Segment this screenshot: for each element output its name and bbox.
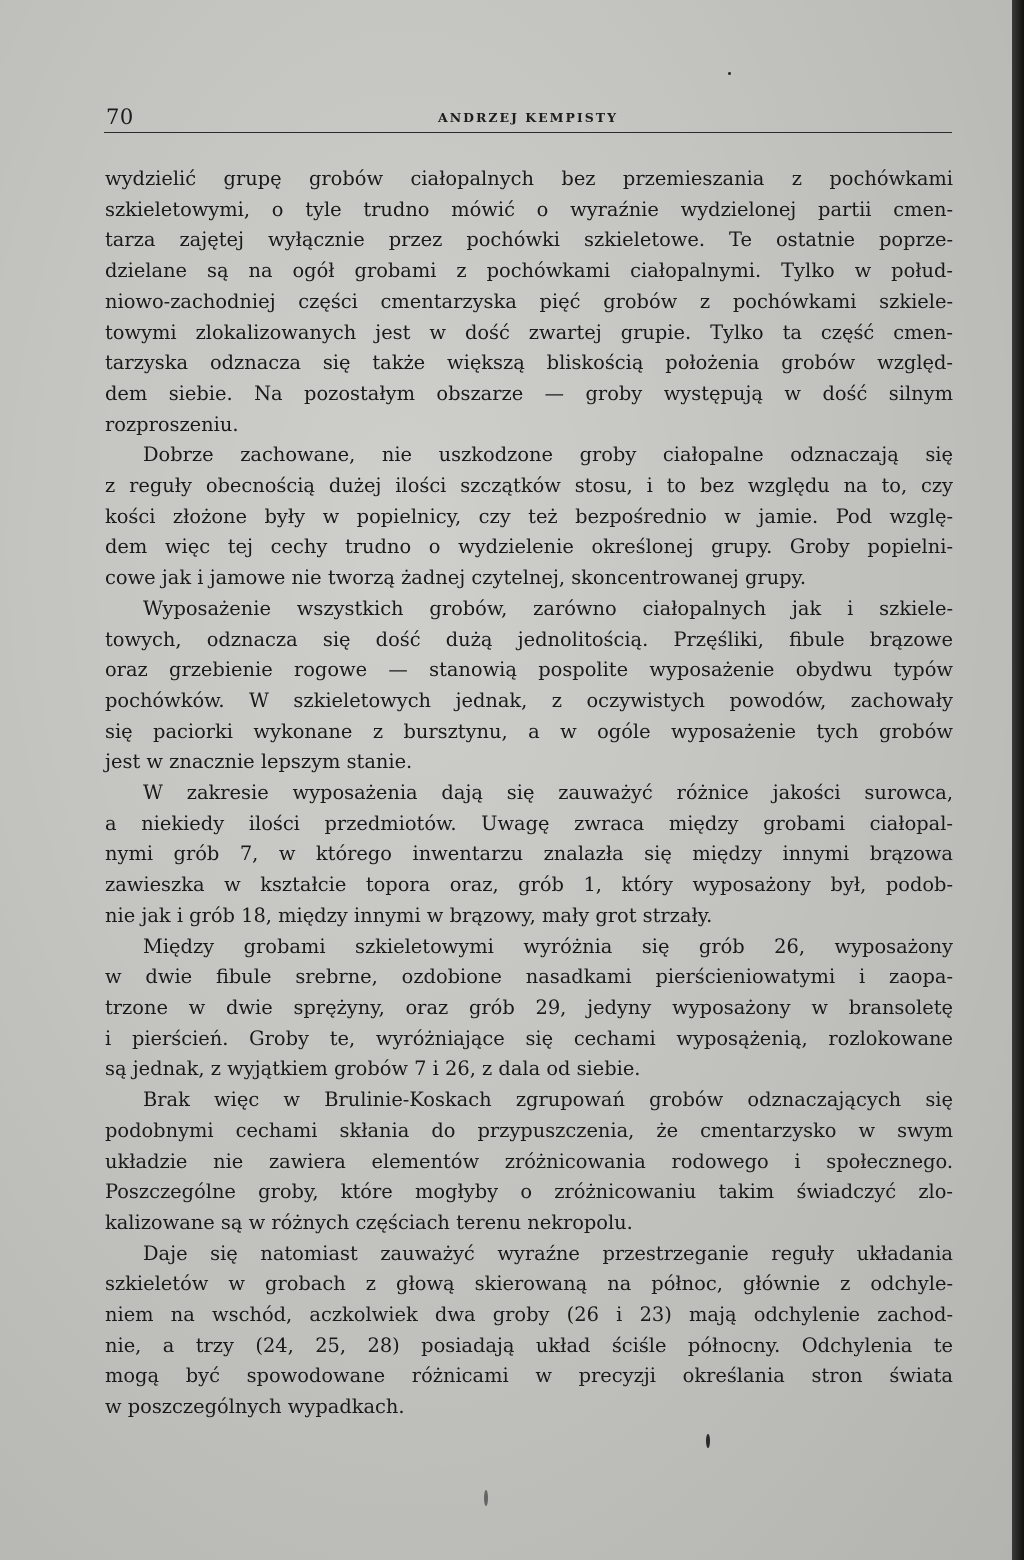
text-line: nie, a trzy (24, 25, 28) posiadają układ ściśle północny. Odchylenia te: [105, 1333, 953, 1357]
text-line: układzie nie zawiera elementów zróżnicowania rodowego i społecznego.: [105, 1149, 953, 1173]
text-line: podobnymi cechami skłania do przypuszczenia, że cmentarzysko w swym: [105, 1118, 953, 1142]
text-line: są jednak, z wyjątkiem grobów 7 i 26, z dala od siebie.: [105, 1057, 641, 1081]
text-line: szkieletowymi, o tyle trudno mówić o wyraźnie wydzielonej partii cmen-: [105, 197, 953, 221]
text-line: W zakresie wyposażenia dają się zauważyć różnice jakości surowca,: [143, 781, 953, 805]
paragraph: [105, 1239, 953, 1423]
text-line: niowo-zachodniej części cmentarzyska pięć grobów z pochówkami szkiele-: [105, 289, 953, 313]
text-line: tarzyska odznacza się także większą bliskością położenia grobów względ-: [105, 351, 953, 375]
text-line: z reguły obecnością dużej ilości szczątków stosu, i to bez względu na to, czy: [105, 474, 953, 498]
body-text: [105, 164, 953, 1423]
text-line: Poszczególne groby, które mogłyby o zróżnicowaniu takim świadczyć zlo-: [105, 1180, 953, 1204]
text-line: w dwie fibule srebrne, ozdobione nasadkami pierścieniowatymi i zaopa-: [105, 965, 953, 989]
text-line: towych, odznacza się dość dużą jednolitością. Przęśliki, fibule brązowe: [105, 627, 953, 651]
text-line: Brak więc w Brulinie-Koskach zgrupowań grobów odznaczających się: [143, 1088, 953, 1112]
page-number: 70: [106, 105, 134, 129]
text-line: trzone w dwie sprężyny, oraz grób 29, jedyny wyposażony w bransoletę: [105, 995, 953, 1019]
text-line: cowe jak i jamowe nie tworzą żadnej czytelnej, skoncentrowanej grupy.: [105, 566, 807, 590]
text-line: nie jak i grób 18, między innymi w brązowy, mały grot strzały.: [105, 903, 713, 927]
text-line: szkieletów w grobach z głową skierowaną na północ, głównie z odchyle-: [105, 1272, 953, 1296]
text-line: pochówków. W szkieletowych jednak, z oczywistych powodów, zachowały: [105, 688, 953, 712]
text-line: Wyposażenie wszystkich grobów, zarówno ciałopalnych jak i szkiele-: [143, 596, 953, 620]
text-line: niem na wschód, aczkolwiek dwa groby (26 i 23) mają odchylenie zachod-: [105, 1303, 953, 1327]
text-line: mogą być spowodowane różnicami w precyzji określania stron świata: [105, 1364, 953, 1388]
text-line: w poszczególnych wypadkach.: [105, 1395, 405, 1419]
paragraph: [105, 594, 953, 778]
text-line: dem więc tej cechy trudno o wydzielenie określonej grupy. Groby popielni-: [105, 535, 953, 559]
text-line: tarza zajętej wyłącznie przez pochówki szkieletowe. Te ostatnie poprze-: [105, 228, 953, 252]
paragraph: [105, 164, 953, 440]
text-line: a niekiedy ilości przedmiotów. Uwagę zwraca między grobami ciałopal-: [105, 811, 953, 835]
text-line: Między grobami szkieletowymi wyróżnia się grób 26, wyposażony: [143, 934, 953, 958]
text-line: kalizowane są w różnych częściach terenu nekropolu.: [105, 1210, 633, 1234]
paragraph: [105, 1085, 953, 1239]
paragraph: [105, 932, 953, 1086]
text-line: jest w znacznie lepszym stanie.: [105, 750, 413, 774]
text-line: się paciorki wykonane z bursztynu, a w ogóle wyposażenie tych grobów: [105, 719, 953, 743]
text-line: i pierścień. Groby te, wyróżniające się cechami wyposążenią, rozlokowane: [105, 1026, 953, 1050]
print-speck: [484, 1490, 488, 1506]
print-speck: [706, 1434, 710, 1448]
print-speck: [728, 72, 731, 75]
text-line: dzielane są na ogół grobami z pochówkami ciałopalnymi. Tylko w połud-: [105, 259, 953, 283]
paragraph: [105, 440, 953, 594]
running-head: ANDRZEJ KEMPISTY: [438, 110, 618, 125]
text-line: kości złożone były w popielnicy, czy też bezpośrednio w jamie. Pod wzglę-: [105, 504, 953, 528]
text-line: nymi grób 7, w którego inwentarzu znalazła się między innymi brązowa: [105, 842, 953, 866]
page-header: [104, 102, 952, 133]
text-line: dem siebie. Na pozostałym obszarze — groby występują w dość silnym: [105, 381, 953, 405]
paragraph: [105, 778, 953, 932]
text-line: rozproszeniu.: [105, 412, 239, 436]
text-line: Dobrze zachowane, nie uszkodzone groby ciałopalne odznaczają się: [143, 443, 953, 467]
text-line: Daje się natomiast zauważyć wyraźne przestrzeganie reguły układania: [143, 1241, 953, 1265]
page-edge-shadow: [1012, 0, 1024, 1560]
text-line: zawieszka w kształcie topora oraz, grób 1, który wyposażony był, podob-: [105, 873, 953, 897]
text-line: towymi zlokalizowanych jest w dość zwartej grupie. Tylko ta część cmen-: [105, 320, 953, 344]
text-line: oraz grzebienie rogowe — stanowią pospolite wyposażenie obydwu typów: [105, 658, 953, 682]
text-line: wydzielić grupę grobów ciałopalnych bez przemieszania z pochówkami: [105, 167, 953, 190]
